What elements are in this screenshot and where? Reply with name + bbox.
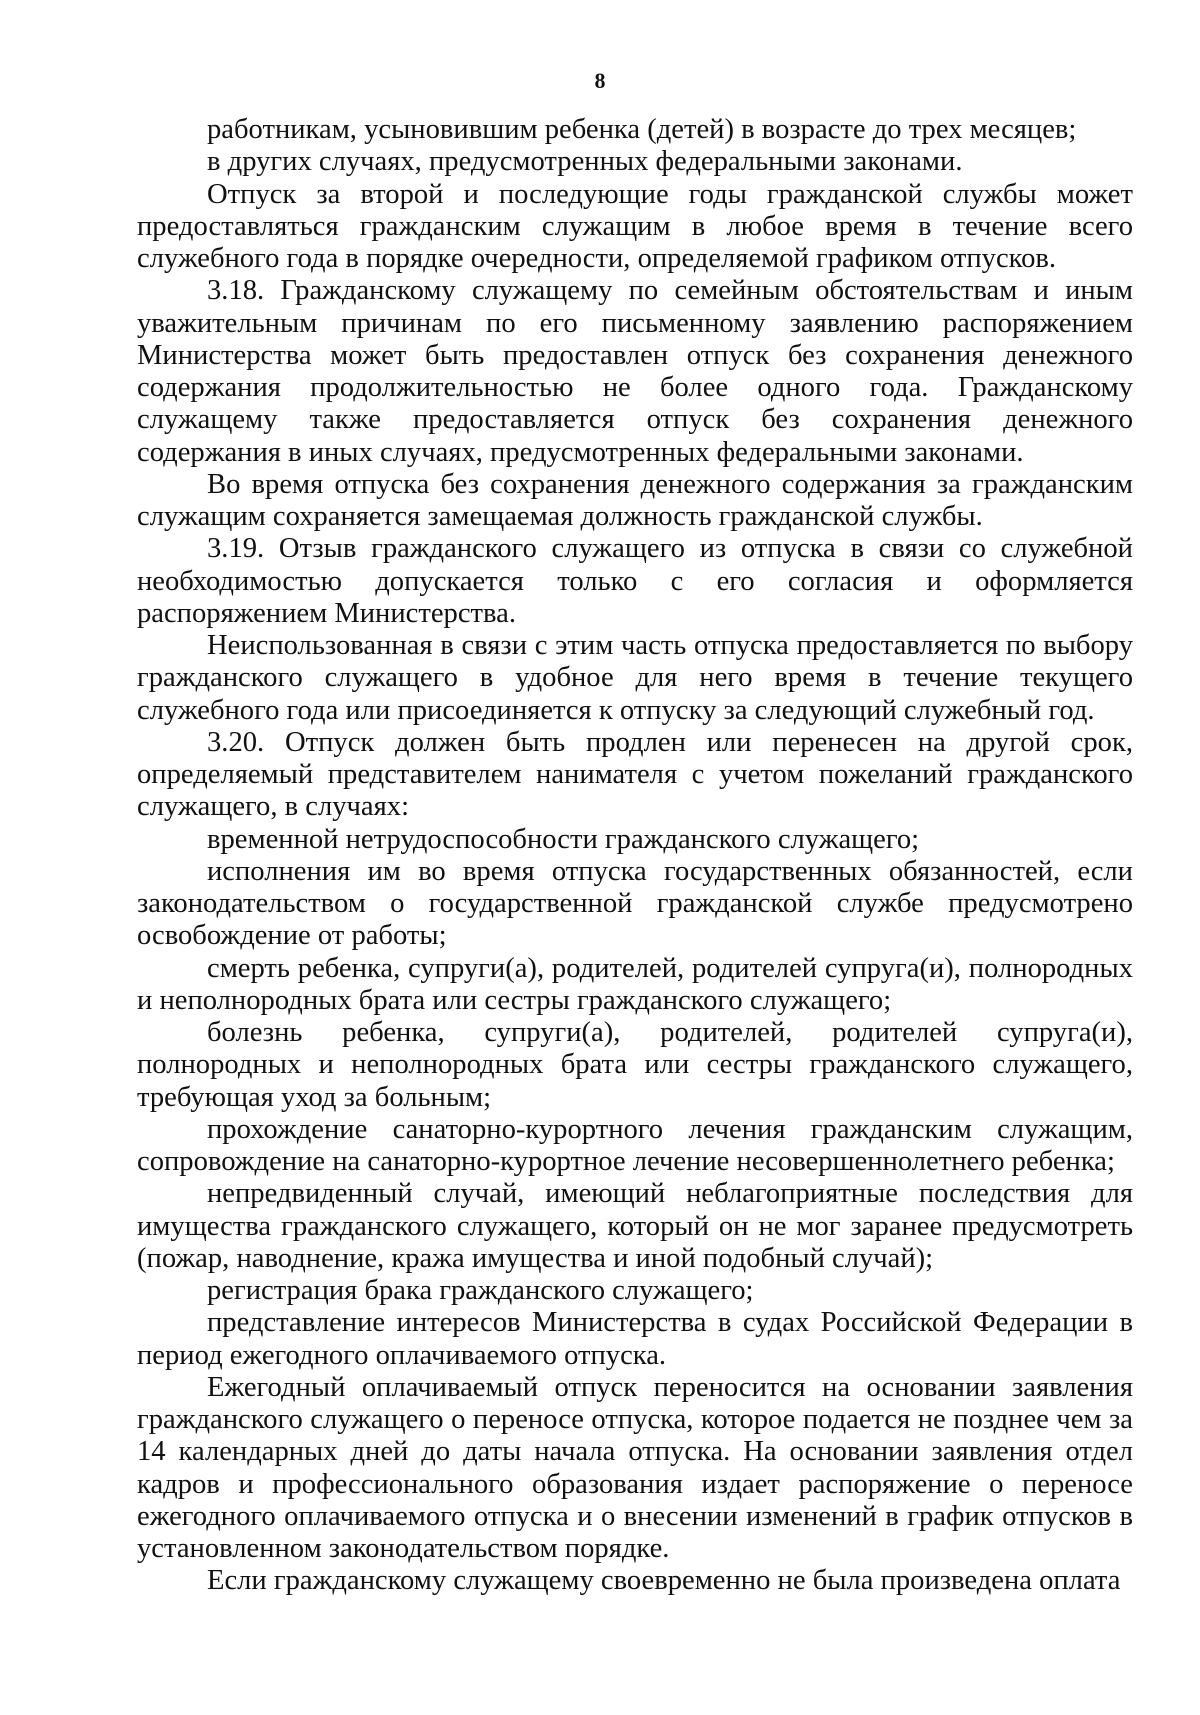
list-item-state-duties: исполнения им во время отпуска государственных обязанностей, если законодательством о государственной гражданской службе предусмотрено освобождение от работы; bbox=[137, 855, 1133, 952]
paragraph-payment: Если гражданскому служащему своевременно не была произведена оплата bbox=[207, 1565, 1121, 1597]
document-body bbox=[137, 114, 1133, 1598]
paragraph-3-20: 3.20. Отпуск должен быть продлен или перенесен на другой срок, определяемый представителем нанимателя с учетом пожеланий гражданского служащего, в случаях: bbox=[137, 726, 1133, 823]
list-item-marriage: регистрация брака гражданского служащего; bbox=[207, 1275, 754, 1306]
list-item-court: представление интересов Министерства в судах Российской Федерации в период ежегодного оплачиваемого отпуска. bbox=[137, 1307, 1133, 1371]
paragraph-second-year-leave: Отпуск за второй и последующие годы гражданской службы может предоставляться гражданским служащим в любое время в течение всего служебного года в порядке очередности, определяемой графиком отпусков. bbox=[137, 178, 1133, 274]
list-item-sanatorium: прохождение санаторно-курортного лечения гражданским служащим, сопровождение на санаторно-курортное лечение несовершеннолетнего ребенка; bbox=[137, 1113, 1133, 1177]
list-item-illness: болезнь ребенка, супруги(а), родителей, родителей супруга(и), полнородных и неполнородных брата или сестры гражданского служащего, требующая уход за больным; bbox=[137, 1017, 1133, 1113]
paragraph-position-retained: Во время отпуска без сохранения денежного содержания за гражданским служащим сохраняется замещаемая должность гражданской службы. bbox=[137, 468, 1133, 532]
paragraph-adoption: работникам, усыновившим ребенка (детей) в возрасте до трех месяцев; bbox=[207, 114, 1077, 145]
paragraph-3-18: 3.18. Гражданскому служащему по семейным обстоятельствам и иным уважительным причинам по его письменному заявлению распоряжением Министерства может быть предоставлен отпуск без сохранения денежного содержания продолжительностью не более одного года. Гражданскому служащему также предоставляется отпуск без сохранения денежного содержания в иных случаях, предусмотренных федеральными законами. bbox=[137, 275, 1133, 468]
paragraph-3-19: 3.19. Отзыв гражданского служащего из отпуска в связи со служебной необходимостью допускается только с его согласия и оформляется распоряжением Министерства. bbox=[137, 533, 1133, 629]
paragraph-transfer-request: Ежегодный оплачиваемый отпуск переносится на основании заявления гражданского служащего о переносе отпуска, которое подается не позднее чем за 14 календарных дней до даты начала отпуска. На основании заявления отдел кадров и профессионального образования издает распоряжение о переносе ежегодного оплачиваемого отпуска и о внесении изменений в график отпусков в установленном законодательством порядке. bbox=[137, 1371, 1133, 1564]
list-item-death: смерть ребенка, супруги(а), родителей, родителей супруга(и), полнородных и неполнородных брата или сестры гражданского служащего; bbox=[137, 952, 1133, 1016]
list-item-incapacity: временной нетрудоспособности гражданского служащего; bbox=[207, 823, 920, 855]
paragraph-unused-leave: Неиспользованная в связи с этим часть отпуска предоставляется по выбору гражданского служащего в удобное для него время в течение текущего служебного года или присоединяется к отпуску за следующий служебный год. bbox=[137, 630, 1133, 726]
list-item-unforeseen: непредвиденный случай, имеющий неблагоприятные последствия для имущества гражданского служащего, который он не мог заранее предусмотреть (пожар, наводнение, кража имущества и иной подобный случай); bbox=[137, 1178, 1133, 1274]
page-number: 8 bbox=[594, 68, 606, 93]
paragraph-other-cases: в других случаях, предусмотренных федеральными законами. bbox=[207, 146, 963, 178]
